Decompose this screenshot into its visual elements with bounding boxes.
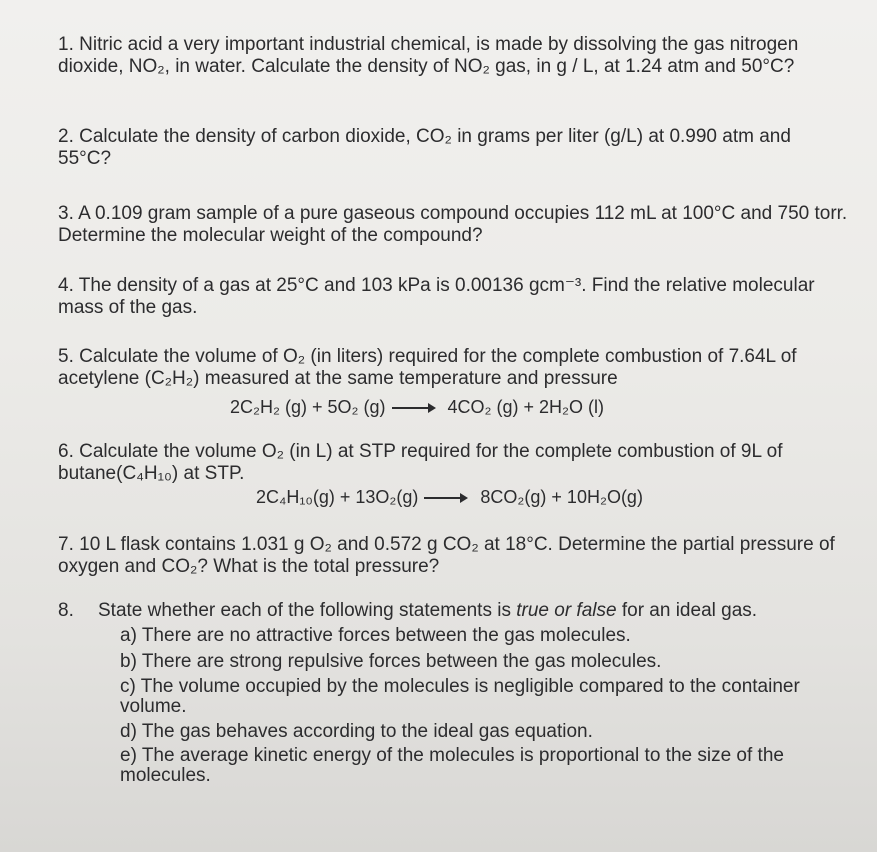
equation-5-reactants: 2C₂H₂ (g) + 5O₂ (g) (230, 397, 386, 417)
question-2 (58, 126, 848, 170)
equation-6-reactants: 2C₄H₁₀(g) + 13O₂(g) (256, 487, 419, 507)
reaction-arrow-icon (424, 497, 466, 499)
question-1-text: 1. Nitric acid a very important industrial chemical, is made by dissolving the gas nitrogen dioxide, NO₂, in water. Calculate the density of NO₂ gas, in g / L, at 1.24 atm and 50°C? (58, 34, 799, 77)
question-5 (58, 346, 848, 390)
question-2-text: 2. Calculate the density of carbon dioxide, CO₂ in grams per liter (g/L) at 0.990 atm and 55°C? (58, 126, 791, 169)
equation-5 (230, 396, 604, 418)
question-7-text: 7. 10 L flask contains 1.031 g O₂ and 0.572 g CO₂ at 18°C. Determine the partial pressure of oxygen and CO₂? What is the total pressure? (58, 534, 835, 577)
question-4 (58, 275, 848, 319)
question-3 (58, 203, 848, 247)
equation-5-products: 4CO₂ (g) + 2H₂O (l) (447, 397, 604, 417)
question-8-text-a: State whether each of the following statements is (98, 600, 511, 621)
statement-c: c) The volume occupied by the molecules is negligible compared to the container volume. (120, 676, 800, 717)
question-3-text: 3. A 0.109 gram sample of a pure gaseous compound occupies 112 mL at 100°C and 750 torr. Determine the molecular weight of the compound? (58, 203, 848, 246)
question-6-text: 6. Calculate the volume O₂ (in L) at STP required for the complete combustion of 9L of butane(C₄H₁₀) at STP. (58, 441, 783, 484)
question-1 (58, 34, 848, 78)
question-6 (58, 441, 848, 485)
equation-6-products: 8CO₂(g) + 10H₂O(g) (480, 487, 643, 507)
statement-a: a) There are no attractive forces between the gas molecules. (120, 625, 631, 646)
reaction-arrow-icon (392, 407, 434, 409)
statement-e: e) The average kinetic energy of the molecules is proportional to the size of the molecules. (120, 745, 784, 786)
question-4-text: 4. The density of a gas at 25°C and 103 kPa is 0.00136 gcm⁻³. Find the relative molecular mass of the gas. (58, 275, 815, 318)
question-8 (58, 600, 848, 622)
statement-b: b) There are strong repulsive forces between the gas molecules. (120, 651, 662, 672)
question-8-emphasis: true or false (516, 600, 617, 621)
equation-6 (256, 486, 643, 508)
question-8-number: 8. (58, 600, 74, 621)
statement-d: d) The gas behaves according to the ideal gas equation. (120, 721, 593, 742)
question-7 (58, 534, 848, 578)
question-5-text: 5. Calculate the volume of O₂ (in liters) required for the complete combustion of 7.64L of acetylene (C₂H₂) measured at the same temperature and pressure (58, 346, 797, 389)
question-8-text-b: for an ideal gas. (621, 600, 758, 621)
